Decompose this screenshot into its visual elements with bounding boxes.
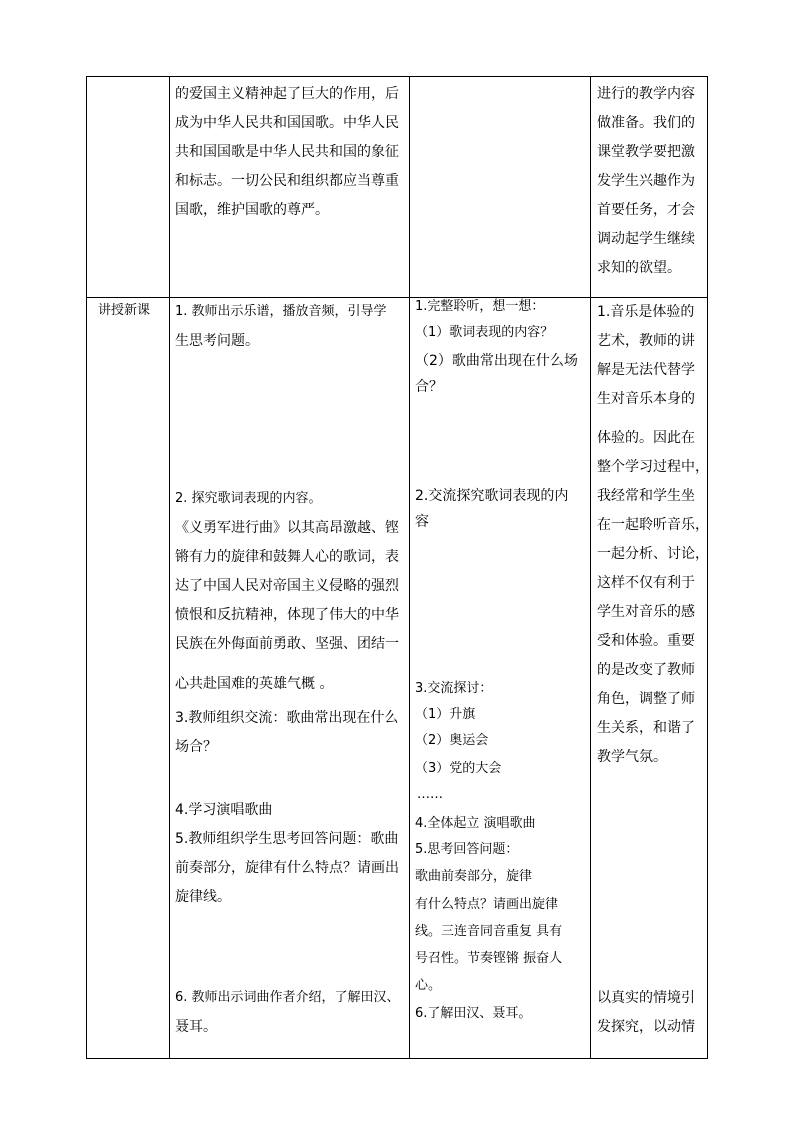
text-line: 4.学习演唱歌曲 [175,802,273,818]
text-line: 3.交流探讨： [415,681,493,696]
text-line: …… [417,787,443,802]
col-divider-3 [590,77,591,1058]
lesson-plan-table [86,76,708,1059]
text-line: 6.了解田汉、聂耳。 [415,1006,532,1021]
text-line: 生对音乐本身的 [597,391,695,407]
text-line: 6. 教师出示词曲作者介绍，了解田汉、 [175,990,400,1005]
text-line: 角色，调整了师 [597,691,695,707]
text-line: 有什么特点？请画出旋律 [415,897,559,912]
text-line: （3）党的大会 [415,761,502,776]
text-line: 国歌，维护国歌的尊严。 [175,202,329,218]
text-line: 首要任务，才会 [597,202,695,218]
text-line: 场合？ [175,739,217,755]
text-line: 我经常和学生坐 [597,488,695,504]
text-line: 成为中华人民共和国国歌。中华人民 [175,115,399,131]
text-line: 的是改变了教师 [597,662,695,678]
text-line: 歌曲前奏部分，旋律 [415,869,533,884]
text-line: 教学气氛。 [597,749,667,765]
text-line: 以真实的情境引 [597,990,695,1006]
text-line: 这样不仅有利于 [597,575,695,591]
text-line: 2.交流探究歌词表现的内 [415,488,569,504]
text-line: 发学生兴趣作为 [597,173,695,189]
text-line: 1. 教师出示乐谱，播放音频，引导学 [175,304,387,319]
text-line: 学生对音乐的感 [597,604,695,620]
text-line: （2）奥运会 [415,733,489,748]
text-line: 3.教师组织交流：歌曲常出现在什么 [175,710,399,726]
text-line: 愤恨和反抗精神，体现了伟大的中华 [175,607,399,623]
text-line: （1）升旗 [415,707,476,722]
text-line: 心共赴国难的英雄气概 。 [175,676,334,692]
text-line: 4.全体起立 演唱歌曲 [415,816,536,831]
text-line: 进行的教学内容 [597,86,695,102]
text-line: 达了中国人民对帝国主义侵略的强烈 [175,578,399,594]
text-line: （2）歌曲常出现在什么场 [415,353,578,369]
text-line: 前奏部分，旋律有什么特点？请画出 [175,860,399,876]
text-line: 民族在外侮面前勇敢、坚强、团结一 [175,636,399,652]
text-line: 5.思考回答问题： [415,842,519,857]
text-line: 《义勇军进行曲》以其高昂激越、铿 [175,520,399,536]
text-line: 锵有力的旋律和鼓舞人心的歌词，表 [175,549,399,565]
text-line: 课堂教学要把激 [597,144,695,160]
text-line: 合？ [415,379,443,395]
text-line: 旋律线。 [175,889,231,905]
text-line: 一起分析、讨论， [597,546,709,562]
text-line: 整个学习过程中， [597,459,709,475]
row-divider [87,297,707,298]
text-line: 5.教师组织学生思考回答问题：歌曲 [175,831,399,847]
text-line: 共和国国歌是中华人民共和国的象征 [175,144,399,160]
text-line: 线。三连音同音重复 具有 [415,924,563,939]
text-line: 生关系，和谐了 [597,720,695,736]
col-divider-1 [169,77,170,1058]
text-line: 聂耳。 [175,1019,217,1035]
col-divider-2 [409,77,410,1058]
text-line: 1.完整聆听，想一想： [415,299,545,314]
text-line: 艺术，教师的讲 [597,333,695,349]
text-line: 发探究，以动情 [597,1019,695,1035]
text-line: 1.音乐是体验的 [597,304,695,320]
text-line: 心。 [415,978,442,993]
text-line: 的爱国主义精神起了巨大的作用，后 [175,86,399,102]
text-line: 生思考问题。 [175,333,259,349]
text-line: 受和体验。重要 [597,633,695,649]
text-line: 号召性。节奏铿锵 振奋人 [415,951,563,966]
text-line: 调动起学生继续 [597,231,695,247]
text-line: 求知的欲望。 [597,260,681,276]
text-line: 容 [415,514,429,530]
text-line: 体验的。因此在 [597,430,695,446]
text-line: 2. 探究歌词表现的内容。 [175,491,322,506]
text-line: 在一起聆听音乐， [597,517,709,533]
row-label-new-lesson: 讲授新课 [98,303,151,318]
text-line: （1）歌词表现的内容？ [415,325,554,340]
text-line: 和标志。一切公民和组织都应当尊重 [175,173,399,189]
text-line: 做准备。我们的 [597,115,695,131]
text-line: 解是无法代替学 [597,362,695,378]
